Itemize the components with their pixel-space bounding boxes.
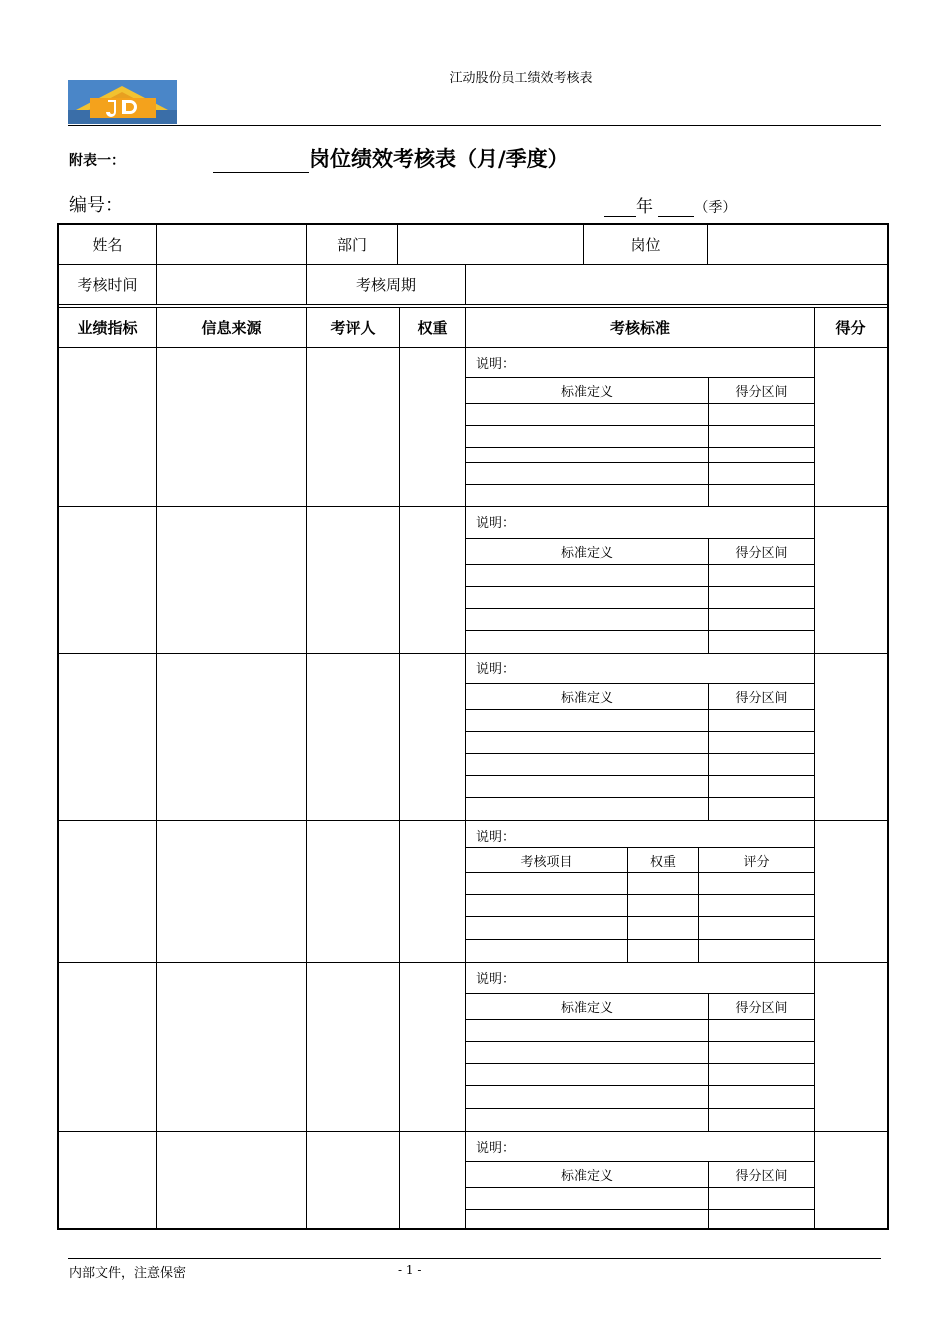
score-range-header: 得分区间 [735,385,788,400]
criteria-note-label: 说明： [476,830,516,845]
company-logo [68,80,177,124]
position-name-blank[interactable] [213,150,309,173]
page-number: - 1 - [398,1263,422,1277]
document-header-title: 江动股份员工绩效考核表 [449,71,593,86]
column-header-score: 得分 [835,319,866,337]
standard-definition-header: 标准定义 [560,546,613,561]
standard-definition-header: 标准定义 [560,1001,613,1016]
standard-definition-header: 标准定义 [560,691,613,706]
assessment-period-field[interactable] [466,265,886,304]
criteria-note-label: 说明： [476,662,516,677]
assessment-item-header: 考核项目 [520,854,573,870]
year-blank[interactable] [604,198,636,217]
department-field[interactable] [398,225,583,264]
score-range-header: 得分区间 [735,546,788,561]
column-header-source: 信息来源 [201,319,262,337]
header-rule [68,125,881,126]
score-range-header: 得分区间 [735,1001,788,1016]
year-quarter-line [604,192,736,217]
serial-number-label: 编号： [69,195,123,216]
criteria-note-label: 说明： [476,516,516,531]
name-field[interactable] [157,225,306,264]
item-score-header: 评分 [743,854,770,870]
criteria-note-label: 说明： [476,357,516,372]
position-field[interactable] [708,225,886,264]
assessment-period-label: 考核周期 [355,276,416,294]
column-header-kpi: 业绩指标 [77,319,138,337]
assessment-table-frame [57,223,889,1230]
year-label: 年 [636,197,653,217]
quarter-blank[interactable] [658,198,694,217]
confidential-note: 内部文件，注意保密 [69,1266,187,1281]
name-label: 姓名 [92,236,123,254]
standard-definition-header: 标准定义 [560,1169,613,1184]
score-range-header: 得分区间 [735,1169,788,1184]
criteria-note-label: 说明： [476,1141,516,1156]
position-label: 岗位 [630,236,661,254]
item-weight-header: 权重 [649,854,676,870]
quarter-label: （季） [694,200,737,216]
assessment-time-field[interactable] [157,265,306,304]
column-header-criteria: 考核标准 [609,319,670,337]
department-label: 部门 [336,236,367,254]
criteria-note-label: 说明： [476,972,516,987]
form-title [213,143,569,173]
standard-definition-header: 标准定义 [560,385,613,400]
score-range-header: 得分区间 [735,691,788,706]
footer-rule [68,1258,881,1259]
column-header-weight: 权重 [417,319,448,337]
column-header-assessor: 考评人 [330,319,376,337]
appendix-label: 附表一： [69,153,125,169]
assessment-time-label: 考核时间 [77,276,138,294]
form-title-text: 岗位绩效考核表（月/季度） [309,146,569,171]
